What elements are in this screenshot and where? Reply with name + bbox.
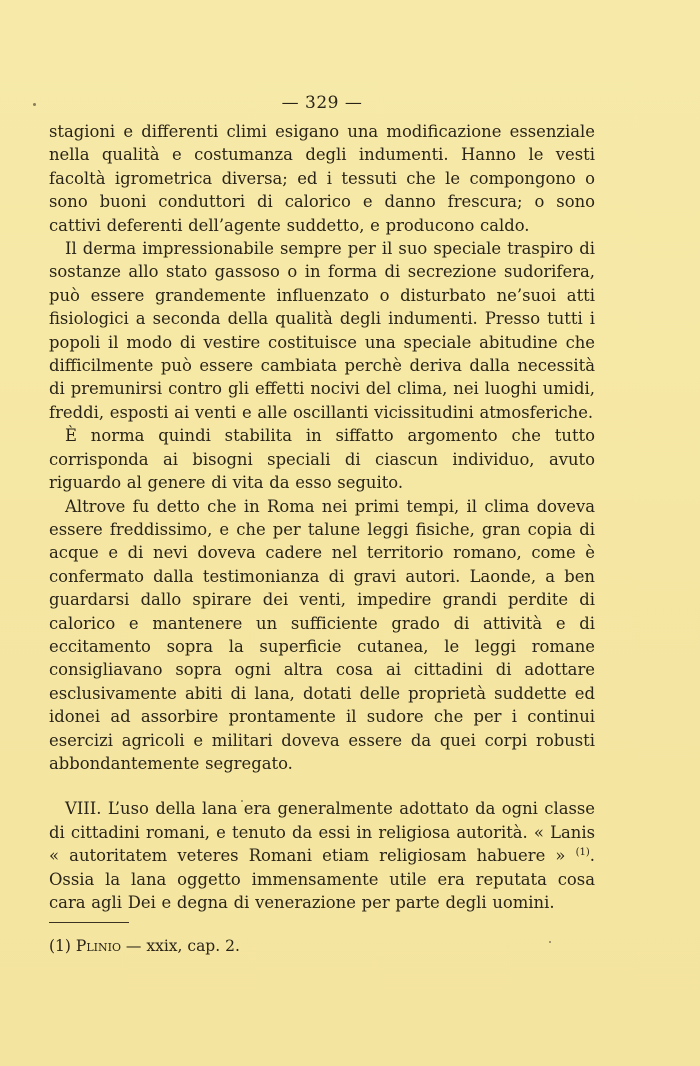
footnote-reference[interactable]: (1) bbox=[575, 847, 590, 859]
footnote-author: Plinio bbox=[75, 937, 121, 956]
paragraph-2: Il derma impressionabile sempre per il suo speciale traspiro di sostanze allo stato gassoso o in forma di secrezione sudorifera, può essere grandemente influenzato o disturbato ne’suoi atti fisiologici a seconda della qualità degli indumenti. Presso tutti i popoli il modo di vestire costituisce una speciale abitudine che difficilmente può essere cambiata perchè deriva dalla necessità di premunirsi contro gli effetti nocivi del clima, nei luoghi umidi, freddi, esposti ai venti e alle oscillanti vicissitudini atmosferiche. bbox=[49, 239, 595, 422]
footnote-reference-text: — xxix, cap. 2. bbox=[125, 937, 240, 956]
footnote bbox=[49, 935, 595, 957]
paper-speck bbox=[33, 103, 36, 106]
page-content bbox=[49, 92, 595, 957]
section-text-before-note: VIII. L’uso della lana era generalmente adottato da ogni classe di cittadini romani, e tenuto da essi in religiosa autorità. « Lanis « autoritatem veteres Romani etiam religiosam habuere » bbox=[49, 799, 595, 866]
section-gap bbox=[49, 775, 595, 797]
footnote-rule bbox=[49, 922, 129, 923]
page-number: — 329 — bbox=[281, 93, 363, 113]
paragraph-4: Altrove fu detto che in Roma nei primi tempi, il clima doveva essere freddissimo, e che per talune leggi fisiche, gran copia di acque e di nevi doveva cadere nel territorio romano, come è confermato dalla testimonianza di gravi autori. Laonde, a ben guardarsi dallo spirare dei venti, impedire grandi perdite di calorico e mantenere un sufficiente grado di attività e di eccitamento sopra la superficie cutanea, le leggi romane consigliavano sopra ogni altra cosa ai cittadini di adottare esclusivamente abiti di lana, dotati delle proprietà suddette ed idonei ad assorbire prontamente il sudore che per i continui esercizi agricoli e militari doveva essere da quei corpi robusti abbondantemente segregato. bbox=[49, 496, 595, 773]
paragraph-3: È norma quindi stabilita in siffatto argomento che tutto corrisponda ai bisogni speciali di ciascun individuo, avuto riguardo al genere di vita da esso seguito. bbox=[49, 426, 595, 493]
paragraph-1: stagioni e differenti climi esigano una modificazione essenziale nella qualità e costumanza degli indumenti. Hanno le vesti facoltà igrometrica diversa; ed i tessuti che le compongono o sono buoni conduttori di calorico e danno frescura; o sono cattivi deferenti dell’agente suddetto, e producono caldo. bbox=[49, 122, 595, 235]
footnote-marker: (1) bbox=[49, 937, 71, 956]
section-viii-paragraph bbox=[49, 797, 595, 914]
section-text-after-note: . Ossia la lana oggetto immensamente utile era reputata cosa cara agli Dei e degna di venerazione per parte degli uomini. bbox=[49, 846, 595, 912]
